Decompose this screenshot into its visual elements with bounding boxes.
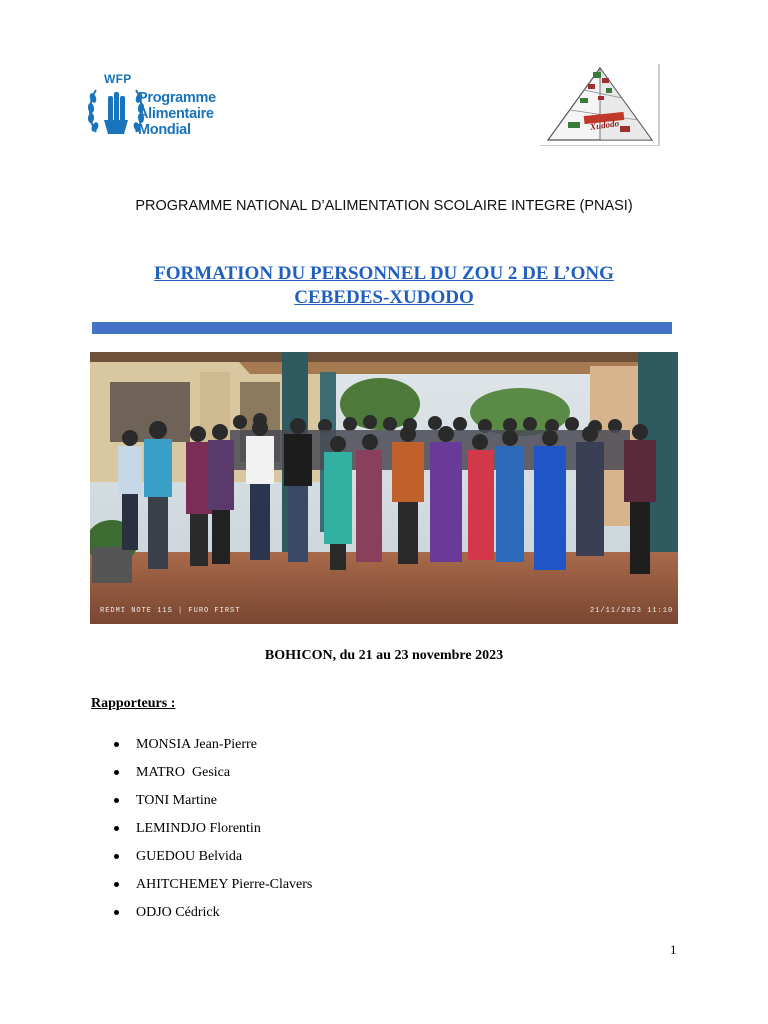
photo-caption-timestamp: 21/11/2023 11:10 bbox=[590, 607, 674, 615]
main-title-line-1: FORMATION DU PERSONNEL DU ZOU 2 DE L’ONG bbox=[154, 263, 614, 284]
list-item: MATRO Gesica bbox=[114, 764, 312, 792]
list-item: GUEDOU Belvida bbox=[114, 848, 312, 876]
bullet-icon bbox=[114, 882, 119, 887]
pyramid-logo-icon bbox=[540, 64, 660, 146]
list-item: TONI Martine bbox=[114, 792, 312, 820]
bullet-icon bbox=[114, 798, 119, 803]
title-divider-bar bbox=[92, 322, 672, 334]
wfp-name-line-2: Alimentaire bbox=[138, 106, 214, 122]
bullet-icon bbox=[114, 910, 119, 915]
rapporteurs-heading: Rapporteurs : bbox=[91, 696, 176, 711]
wfp-name bbox=[138, 90, 216, 138]
list-item: AHITCHEMEY Pierre-Clavers bbox=[114, 876, 312, 904]
bullet-icon bbox=[114, 854, 119, 859]
wfp-name-line-3: Mondial bbox=[138, 122, 191, 138]
program-title: PROGRAMME NATIONAL D’ALIMENTATION SCOLAIRE INTEGRE (PNASI) bbox=[135, 198, 633, 214]
group-photo bbox=[90, 352, 678, 624]
wfp-logo bbox=[86, 72, 236, 146]
location-date: BOHICON, du 21 au 23 novembre 2023 bbox=[264, 648, 504, 663]
wfp-abbreviation: WFP bbox=[104, 72, 132, 86]
page-number: 1 bbox=[670, 942, 677, 957]
partner-logo-text: Xudodo bbox=[589, 118, 620, 132]
partner-logo-base bbox=[540, 145, 660, 146]
wfp-name-line-1: Programme bbox=[138, 90, 216, 106]
list-item: ODJO Cédrick bbox=[114, 904, 312, 932]
bullet-icon bbox=[114, 826, 119, 831]
bullet-icon bbox=[114, 742, 119, 747]
bullet-icon bbox=[114, 770, 119, 775]
group-photo-image bbox=[90, 352, 678, 624]
list-item: LEMINDJO Florentin bbox=[114, 820, 312, 848]
partner-logo-frame bbox=[658, 64, 660, 146]
main-title bbox=[80, 262, 688, 310]
list-item: MONSIA Jean-Pierre bbox=[114, 736, 312, 764]
main-title-line-2: CEBEDES-XUDODO bbox=[294, 287, 474, 308]
partner-logo bbox=[540, 64, 660, 146]
photo-caption-device: REDMI NOTE 11S | FURO FIRST bbox=[100, 607, 241, 615]
rapporteurs-list bbox=[114, 736, 312, 932]
